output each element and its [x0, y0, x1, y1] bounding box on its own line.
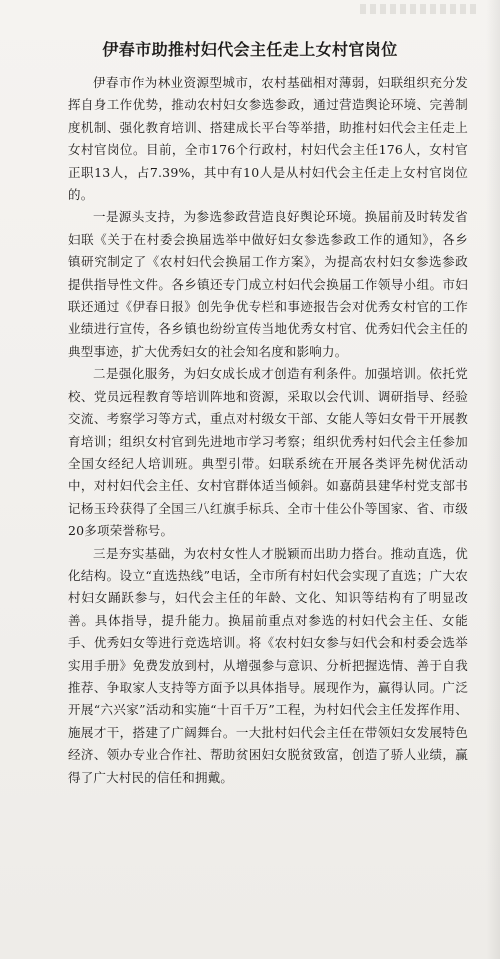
bleed-through-text [360, 4, 480, 14]
document-body [68, 72, 468, 789]
page-edge-shadow [486, 0, 500, 959]
paragraph-point-two: 二是强化服务，为妇女成长成才创造有利条件。加强培训。依托党校、党员远程教育等培训阵地和资源，采取以会代训、调研指导、经验交流、考察学习等方式，重点对村级女干部、女能人等妇女骨干开展教育培训；组织女村官到先进地市学习考察；组织优秀村妇代会主任参加全国女经纪人培训班。典型引带。妇联系统在开展各类评先树优活动中，对村妇代会主任、女村官群体适当倾斜。如嘉荫县建华村党支部书记杨玉玲获得了全国三八红旗手标兵、全市十佳公仆等国家、省、市级20多项荣誉称号。 [68, 366, 468, 539]
document-title: 伊春市助推村妇代会主任走上女村官岗位 [102, 40, 398, 59]
paragraph-intro: 伊春市作为林业资源型城市，农村基础相对薄弱，妇联组织充分发挥自身工作优势，推动农村妇女参选参政，通过营造舆论环境、完善制度机制、强化教育培训、搭建成长平台等举措，助推村妇代会主任走上女村官岗位。目前，全市176个行政村，村妇代会主任176人，女村官正职13人，占7.39%，其中有10人是从村妇代会主任走上女村官岗位的。 [68, 75, 468, 203]
paragraph-point-three: 三是夯实基础，为农村女性人才脱颖而出助力搭台。推动直选，优化结构。设立“直选热线”电话，全市所有村妇代会实现了直选；广大农村妇女踊跃参与，妇代会主任的年龄、文化、知识等结构有了明显改善。具体指导，提升能力。换届前重点对参选的村妇代会主任、女能手、优秀妇女等进行竞选培训。将《农村妇女参与妇代会和村委会选举实用手册》免费发放到村，从增强参与意识、分析把握选情、善于自我推荐、争取家人支持等方面予以具体指导。展现作为，赢得认同。广泛开展“六兴家”活动和实施“十百千万”工程，为村妇代会主任发挥作用、施展才干，搭建了广阔舞台。一大批村妇代会主任在带领妇女发展特色经济、领办专业合作社、帮助贫困妇女脱贫致富，创造了骄人业绩，赢得了广大村民的信任和拥戴。 [68, 545, 468, 785]
paragraph-point-one: 一是源头支持，为参选参政营造良好舆论环境。换届前及时转发省妇联《关于在村委会换届选举中做好妇女参选参政工作的通知》，各乡镇研究制定了《农村妇代会换届工作方案》，为提高农村妇女参选参政提供指导性文件。各乡镇还专门成立村妇代会换届工作领导小组。市妇联还通过《伊春日报》创先争优专栏和事迹报告会对优秀女村官的工作业绩进行宣传，各乡镇也纷纷宣传当地优秀女村官、优秀妇代会主任的典型事迹，扩大优秀妇女的社会知名度和影响力。 [68, 209, 468, 359]
